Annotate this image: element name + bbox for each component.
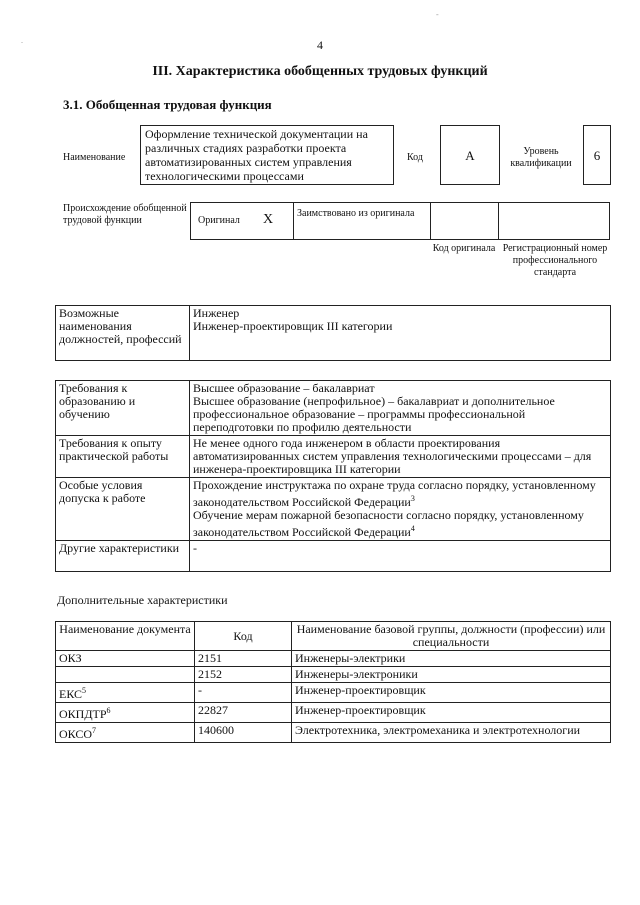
name-cell: Электротехника, электромеханика и электротехнологии	[292, 723, 611, 743]
footnote-ref: 7	[92, 726, 97, 735]
function-name-value: Оформление технической документации на различных стадиях разработки проекта автоматизированных систем управления технологическими процессами	[145, 127, 368, 183]
positions-values	[190, 306, 611, 361]
subsection-title: 3.1. Обобщенная трудовая функция	[63, 97, 272, 112]
divider	[293, 202, 294, 240]
requirement-line: Не менее одного года инженером в области проектирования автоматизированных систем управления технологическими процессами – для инженера-проектировщика III категории	[193, 436, 592, 476]
column-header: Наименование документа	[56, 622, 195, 651]
positions-label: Возможные наименования должностей, профессий	[56, 306, 190, 361]
table-row	[56, 651, 611, 667]
doc-cell	[56, 667, 195, 683]
section-title: III. Характеристика обобщенных трудовых функций	[152, 64, 488, 79]
doc-cell	[56, 723, 195, 743]
table-row	[56, 683, 611, 703]
name-cell: Инженеры-электрики	[292, 651, 611, 667]
table-row	[56, 541, 611, 572]
positions-table	[55, 305, 611, 361]
additional-title: Дополнительные характеристики	[57, 593, 228, 607]
requirement-value	[190, 436, 611, 478]
requirement-line	[193, 509, 607, 539]
requirement-label: Требования к образованию и обучению	[56, 381, 190, 436]
original-label: Оригинал	[198, 215, 240, 226]
table-row	[56, 436, 611, 478]
requirement-label: Особые условия допуска к работе	[56, 478, 190, 541]
requirement-text: Обучение мерам пожарной безопасности согласно порядку, установленному законодательством Российской Федерации	[193, 508, 584, 539]
footnote-ref: 3	[410, 494, 415, 503]
footnote-ref: 4	[410, 524, 415, 533]
origin-label: Происхождение обобщенной трудовой функции	[63, 203, 187, 226]
requirement-value	[190, 381, 611, 436]
requirement-line: Высшее образование (непрофильное) – бакалавриат и дополнительное профессиональное образование – программы профессиональной переподготовки по профилю деятельности	[193, 394, 555, 434]
name-cell: Инженеры-электроники	[292, 667, 611, 683]
footnote-ref: 6	[106, 706, 111, 715]
doc-text: ОКПДТР	[59, 707, 107, 721]
requirement-value	[190, 478, 611, 541]
code-value-box	[440, 125, 500, 185]
position-item: Инженер	[193, 306, 240, 320]
page-number: 4	[317, 38, 323, 52]
scan-mark: -	[436, 10, 439, 19]
requirement-label: Требования к опыту практической работы	[56, 436, 190, 478]
code-cell: 2151	[195, 651, 292, 667]
additional-table	[55, 621, 611, 743]
table-row	[56, 703, 611, 723]
function-name-box	[140, 125, 394, 185]
code-cell: 140600	[195, 723, 292, 743]
borrowed-label: Заимствовано из оригинала	[297, 208, 415, 219]
footnote-ref: 5	[82, 686, 87, 695]
name-cell: Инженер-проектировщик	[292, 703, 611, 723]
code-label: Код	[407, 152, 423, 163]
name-label: Наименование	[63, 152, 126, 163]
position-item: Инженер-проектировщик III категории	[193, 319, 393, 333]
level-value-box	[583, 125, 611, 185]
column-header: Код	[195, 622, 292, 651]
column-header: Наименование базовой группы, должности (профессии) или специальности	[292, 622, 611, 651]
table-row	[56, 667, 611, 683]
code-value: А	[465, 148, 475, 163]
divider	[498, 202, 499, 240]
level-value: 6	[593, 148, 601, 163]
original-mark: X	[263, 212, 274, 227]
code-cell: 22827	[195, 703, 292, 723]
doc-text: ОКСО	[59, 727, 93, 741]
doc-text: ЕКС	[59, 687, 83, 701]
code-original-label: Код оригинала	[432, 243, 496, 254]
scan-mark: .	[21, 36, 23, 45]
requirement-line: Высшее образование – бакалавриат	[193, 381, 375, 395]
doc-cell	[56, 703, 195, 723]
requirement-value: -	[190, 541, 611, 572]
table-row	[56, 478, 611, 541]
requirements-table	[55, 380, 611, 572]
doc-cell: ОКЗ	[56, 651, 195, 667]
requirement-line	[193, 479, 607, 509]
requirement-label: Другие характеристики	[56, 541, 190, 572]
code-cell: 2152	[195, 667, 292, 683]
level-label: Уровень квалификации	[510, 146, 572, 169]
table-row	[56, 723, 611, 743]
reg-number-label: Регистрационный номер профессионального стандарта	[502, 243, 608, 278]
doc-cell	[56, 683, 195, 703]
requirement-text: Прохождение инструктажа по охране труда согласно порядку, установленному законодательством Российской Федерации	[193, 478, 596, 509]
divider	[430, 202, 431, 240]
table-row	[56, 381, 611, 436]
code-cell: -	[195, 683, 292, 703]
name-cell: Инженер-проектировщик	[292, 683, 611, 703]
table-header-row	[56, 622, 611, 651]
